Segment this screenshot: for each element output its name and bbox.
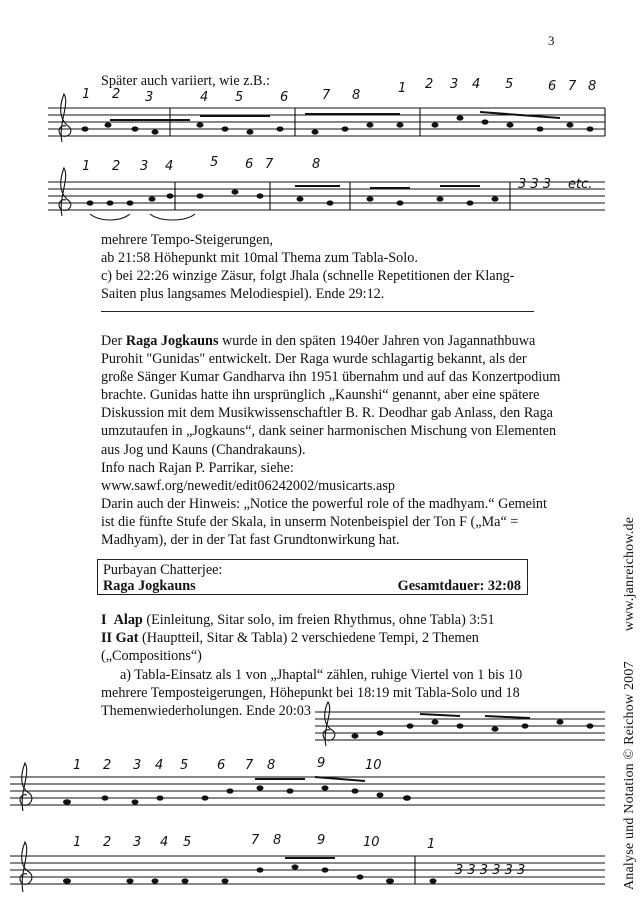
svg-text:5: 5 [180,758,189,773]
svg-text:5: 5 [505,77,514,92]
svg-text:5: 5 [210,155,219,170]
raga-line-7: Info nach Rajan P. Parrikar, siehe: [101,459,294,476]
svg-text:4: 4 [155,758,164,773]
website-url: www.janreichow.de [622,516,637,632]
recording-artist: Purbayan Chatterjee: [103,562,223,578]
svg-text:4: 4 [200,90,209,105]
svg-text:3: 3 [133,758,142,773]
recording-box [97,559,528,595]
svg-text:9: 9 [317,833,326,848]
section-gat [101,629,479,647]
svg-text:5: 5 [235,90,244,105]
svg-text:6: 6 [245,157,254,172]
svg-text:1: 1 [398,81,407,96]
side-credit [622,517,638,890]
raga-line-0-pre: Der [101,333,126,349]
svg-text:8: 8 [312,157,321,172]
intro-line: Später auch variiert, wie z.B.: [101,73,271,89]
svg-text:6: 6 [217,758,226,773]
raga-line-0 [101,332,536,350]
svg-text:10: 10 [363,835,380,850]
gat-a-line-2: mehrere Temposteigerungen, Höhepunkt bei 18:19 mit Tabla-Solo und 18 [101,685,520,701]
source-url: www.sawf.org/newedit/edit06242002/musicarts.asp [101,477,395,494]
raga-line-1: Purohit "Gunidas" entwickelt. Der Raga wurde schlagartig bekannt, als der [101,351,527,368]
gat-title: Gat [115,630,139,646]
svg-text:4: 4 [165,159,174,174]
svg-text:2: 2 [112,159,121,174]
svg-text:3: 3 [450,77,459,92]
svg-text:2: 2 [103,835,112,850]
svg-text:7: 7 [265,157,274,172]
svg-text:1: 1 [427,837,436,852]
svg-text:3 3 3 3 3 3: 3 3 3 3 3 3 [455,863,526,878]
alap-description: (Einleitung, Sitar solo, im freien Rhythmus, ohne Tabla) 3:51 [142,612,495,628]
svg-text:2: 2 [425,77,434,92]
svg-text:10: 10 [365,758,382,773]
svg-text:3: 3 [140,159,149,174]
raga-line-2: große Sänger Kumar Gandharva ihn 1951 übernahm und auf das Konzertpodium [101,369,561,386]
svg-text:4: 4 [472,77,481,92]
raga-description [101,332,561,549]
raga-name-bold: Raga Jogkauns [125,333,219,349]
svg-text:6: 6 [548,79,557,94]
raga-line-3: brachte. Gunidas hatte ihn ursprünglich „Kaunshi“ genannt, aber eine spätere [101,387,540,404]
music-staff-4 [5,755,615,815]
svg-text:1: 1 [73,758,82,773]
raga-line-5: umzutaufen in „Jogkauns“, dank seiner harmonischen Mischung von Elementen [101,423,557,440]
gat-a-line-1: a) Tabla-Einsatz als 1 von „Jhaptal“ zählen, ruhige Viertel von 1 bis 10 [120,667,523,683]
svg-text:2: 2 [103,758,112,773]
svg-text:7: 7 [245,758,254,773]
copyright-notice: Analyse und Notation © Reichow 2007 [622,661,637,890]
alap-title: Alap [113,612,143,628]
svg-text:3 3 3: 3 3 3 [518,177,552,192]
svg-text:3: 3 [133,835,142,850]
svg-text:1: 1 [82,87,91,102]
svg-text:8: 8 [352,88,361,103]
recording-duration: Gesamtdauer: 32:08 [397,578,521,594]
alap-numeral: I [101,612,107,628]
gat-a-line-3: Themenwiederholungen. Ende 20:03 [101,703,311,719]
svg-text:3: 3 [145,90,154,105]
variation-note-1: mehrere Tempo-Steigerungen, [101,232,274,248]
svg-text:5: 5 [183,835,192,850]
variation-note-4: Saiten plus langsames Melodiespiel). Ende 29:12. [101,286,385,302]
gat-description: (Hauptteil, Sitar & Tabla) 2 verschiedene Tempi, 2 Themen [138,630,479,646]
svg-text:7: 7 [251,833,260,848]
svg-text:4: 4 [160,835,169,850]
svg-text:7: 7 [322,88,331,103]
svg-text:8: 8 [267,758,276,773]
section-divider [101,311,534,312]
svg-text:6: 6 [280,90,289,105]
variation-note-3: c) bei 22:26 winzige Zäsur, folgt Jhala (schnelle Repetitionen der Klang- [101,268,515,284]
etc-annotation: etc. [568,177,593,192]
svg-text:2: 2 [112,87,121,102]
music-staff-2 [40,155,610,230]
raga-line-9: Darin auch der Hinweis: „Notice the powerful role of the madhyam.“ Gemeint [101,495,547,512]
gat-numeral: II [101,630,113,646]
recording-title: Raga Jogkauns [103,578,196,594]
raga-line-10: ist die fünfte Stufe der Skala, in unserm Notenbeispiel der Ton F („Ma“ = [101,513,519,530]
svg-text:8: 8 [273,833,282,848]
svg-text:1: 1 [73,835,82,850]
music-staff-5 [5,830,615,900]
raga-line-4: Diskussion mit dem Musikwissenschaftler B. R. Deodhar gab Anlass, den Raga [101,405,553,422]
music-staff-3 [310,698,610,748]
svg-text:9: 9 [317,756,326,771]
page-number: 3 [548,33,555,48]
gat-compositions: („Compositions“) [101,648,202,664]
raga-line-6: aus Jog und Kauns (Chandrakauns). [101,441,306,458]
variation-note-2: ab 21:58 Höhepunkt mit 10mal Thema zum Tabla-Solo. [101,250,418,266]
svg-text:1: 1 [82,159,91,174]
raga-line-11: Madhyam), der in der Tat fast Grundtonwirkung hat. [101,532,400,549]
svg-text:8: 8 [588,79,597,94]
svg-text:7: 7 [568,79,577,94]
section-alap [101,611,495,629]
raga-line-0-post: wurde in den späten 1940er Jahren von Jagannathbuwa [218,333,536,349]
